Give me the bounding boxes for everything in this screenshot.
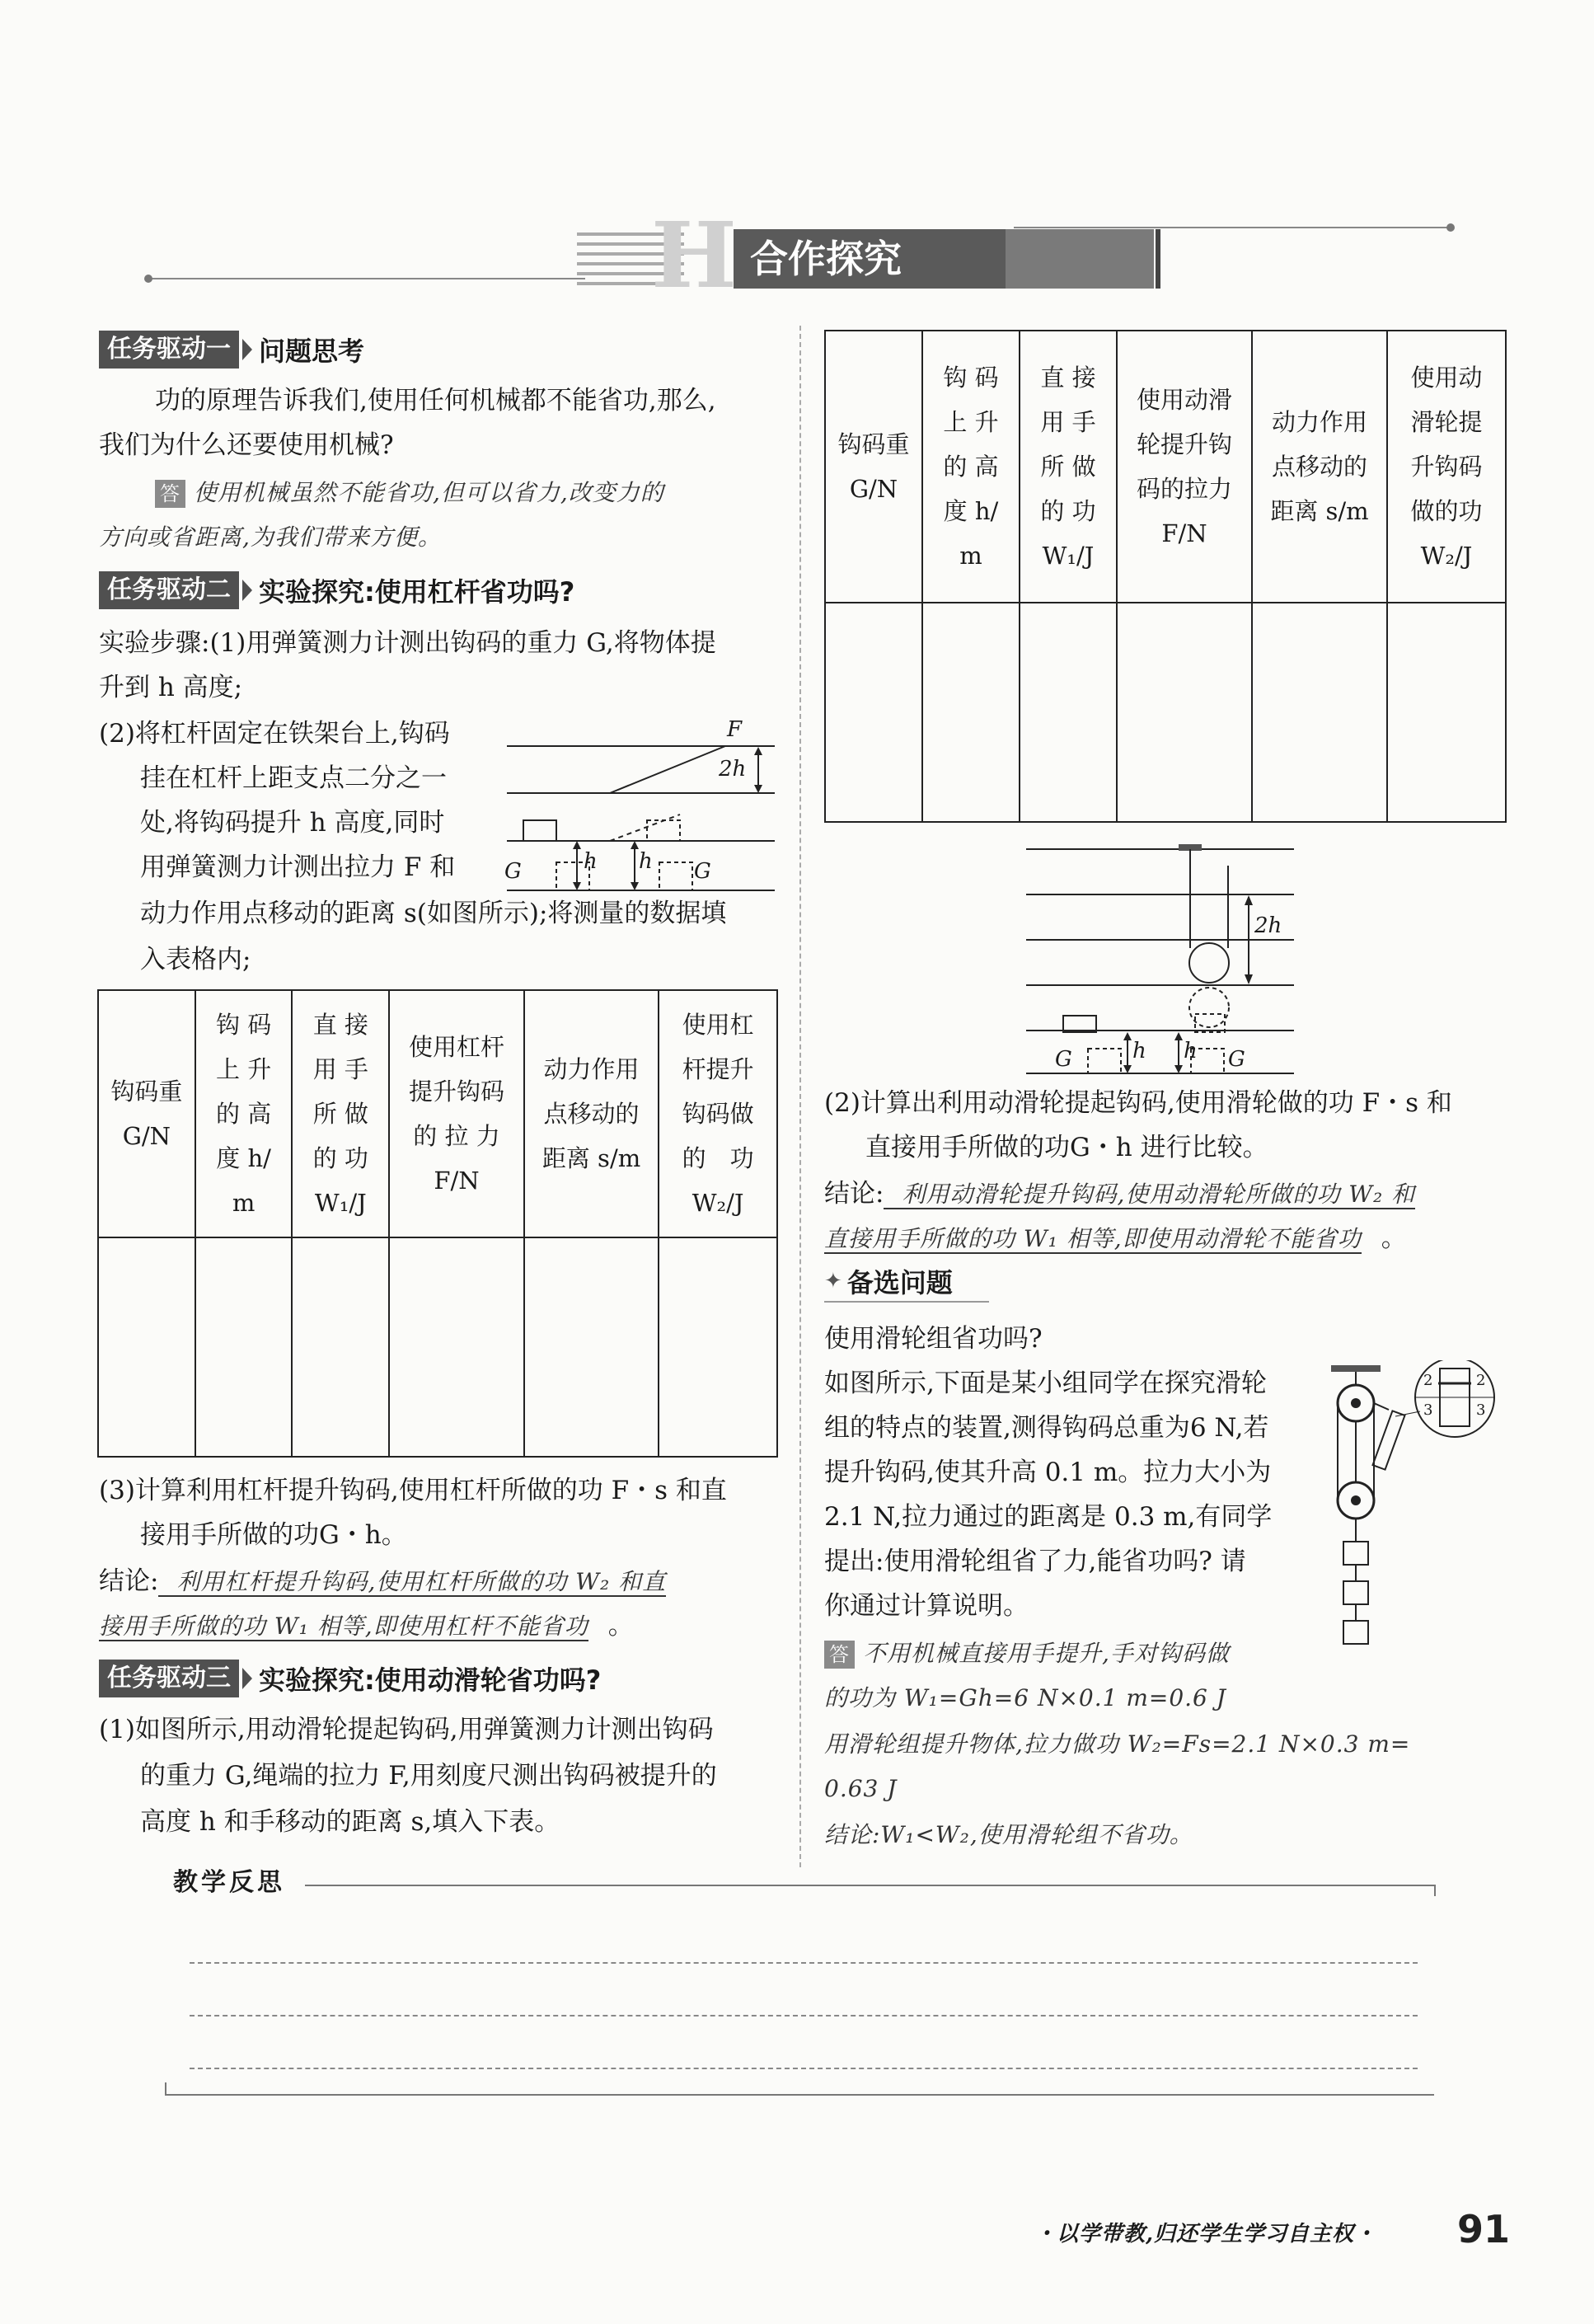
pulley-cell-empty[interactable]: [825, 603, 922, 822]
reflection-dashed-line-1[interactable]: [190, 1962, 1418, 1964]
optional-line1: 如图所示,下面是某小组同学在探究滑轮: [824, 1369, 1267, 1398]
lever-label-h: h: [584, 849, 598, 874]
lever-cell-empty[interactable]: [659, 1237, 777, 1457]
pulley-col-work-pulley: 使用动 滑轮提 升钩码 做的功 W₂/J: [1387, 331, 1506, 603]
pulley-col-work-hand: 直 接 用 手 所 做 的 功 W₁/J: [1020, 331, 1117, 603]
pulley-col-weight: 钩码重 G/N: [825, 331, 922, 603]
optional-answer-line1: [824, 1631, 1230, 1677]
task3-conclusion-text1: 利用动滑轮提升钩码,使用动滑轮所做的功 W₂ 和: [884, 1181, 1415, 1209]
task2-conclusion-text1: 利用杠杆提升钩码,使用杠杆所做的功 W₂ 和直: [158, 1568, 666, 1597]
lever-table: [97, 989, 778, 1458]
pulley-col-height: 钩 码 上 升 的 高 度 h/ m: [922, 331, 1020, 603]
reflection-left-tick: [165, 2082, 166, 2094]
diamond-icon: ✦: [824, 1269, 842, 1293]
pulley-cell-empty[interactable]: [1020, 603, 1117, 822]
pulley-table: [824, 330, 1507, 823]
lever-label-G-right: G: [694, 859, 711, 884]
task2-step2-line4: 用弹簧测力计测出拉力 F 和: [140, 852, 456, 882]
pulley-figure: [1022, 841, 1319, 1080]
answer-badge: 答: [824, 1641, 855, 1669]
optional-line4: 2.1 N,拉力通过的距离是 0.3 m,有同学: [824, 1502, 1273, 1532]
task2-conclusion-line2: [99, 1603, 634, 1650]
answer-badge: 答: [155, 480, 185, 508]
lever-cell-empty[interactable]: [292, 1237, 389, 1457]
footer-slogan: ・以学带教,归还学生学习自主权・: [1034, 2222, 1377, 2247]
pulley-label-G-right: G: [1228, 1047, 1245, 1072]
scale-label-1: 2: [1423, 1372, 1433, 1389]
optional-heading-underline: [824, 1301, 989, 1303]
task2-title: 实验探究:使用杠杆省功吗?: [259, 576, 575, 608]
lever-col-weight: 钩码重 G/N: [98, 990, 195, 1237]
lever-cell-empty[interactable]: [98, 1237, 195, 1457]
conclusion-label: 结论:: [99, 1566, 159, 1596]
conclusion-end: 。: [1381, 1223, 1407, 1253]
task2-heading: [99, 570, 574, 610]
pulley-label-2h: 2h: [1254, 913, 1282, 938]
page-number: 91: [1457, 2207, 1511, 2251]
reflection-top-line: [305, 1885, 1434, 1886]
optional-heading: [824, 1263, 953, 1299]
reflection-right-tick: [1434, 1885, 1436, 1896]
pulley-block-figure: [1323, 1360, 1504, 1657]
pulley-cell-empty[interactable]: [1387, 603, 1506, 822]
lever-label-2h: 2h: [719, 757, 747, 782]
task3-conclusion-line1: [824, 1171, 1415, 1218]
task1-answer-text1: 使用机械虽然不能省功,但可以省力,改变力的: [194, 479, 664, 506]
task2-step2-line6: 入表格内;: [140, 945, 251, 974]
task2-step1-line2: 升到 h 高度;: [99, 673, 243, 702]
tag-arrow-icon: [242, 580, 252, 601]
optional-line6: 你通过计算说明。: [824, 1591, 1029, 1621]
section-letter: H: [651, 202, 737, 308]
task1-answer-line2: 方向或省距离,为我们带来方便。: [99, 523, 442, 551]
task2-step3-line2: 接用手所做的功G・h。: [140, 1520, 407, 1550]
task2-step3-line1: (3)计算利用杠杆提升钩码,使用杠杆所做的功 F・s 和直: [99, 1476, 727, 1505]
lever-col-force: 使用杠杆 提升钩码 的 拉 力 F/N: [389, 990, 524, 1237]
task3-conclusion-line2: [824, 1215, 1407, 1262]
lever-label-F: F: [727, 717, 743, 742]
pulley-table-empty-row: [825, 603, 1506, 822]
task1-answer-line1: [155, 470, 664, 516]
tag-arrow-icon: [242, 1668, 252, 1689]
task3-step1-line2: 的重力 G,绳端的拉力 F,用刻度尺测出钩码被提升的: [140, 1761, 717, 1791]
lever-col-height: 钩 码 上 升 的 高 度 h/ m: [195, 990, 293, 1237]
task3-tag: 任务驱动三: [99, 1660, 239, 1697]
column-divider: [799, 326, 801, 1867]
optional-title: 备选问题: [846, 1267, 953, 1298]
optional-answer-line5: 结论:W₁<W₂,使用滑轮组不省功。: [824, 1821, 1193, 1848]
pulley-col-distance: 动力作用 点移动的 距离 s/m: [1252, 331, 1387, 603]
optional-line5: 提出:使用滑轮组省了力,能省功吗? 请: [824, 1547, 1246, 1576]
lever-table-header-row: [98, 990, 777, 1237]
task1-text-line1: 功的原理告诉我们,使用任何机械都不能省功,那么,: [155, 386, 716, 416]
pulley-label-G-left: G: [1055, 1047, 1072, 1072]
task3-heading: [99, 1659, 601, 1698]
optional-answer-text1: 不用机械直接用手提升,手对钩码做: [863, 1640, 1230, 1667]
task2-step2-line5: 动力作用点移动的距离 s(如图所示);将测量的数据填: [140, 899, 727, 928]
lever-cell-empty[interactable]: [524, 1237, 659, 1457]
optional-line2: 组的特点的装置,测得钩码总重为6 N,若: [824, 1413, 1269, 1443]
reflection-dashed-line-3[interactable]: [190, 2068, 1418, 2069]
scale-label-4: 3: [1476, 1401, 1486, 1419]
task3-step2-line2: 直接用手所做的功G・h 进行比较。: [865, 1133, 1268, 1162]
conclusion-label: 结论:: [824, 1179, 884, 1209]
task1-tag: 任务驱动一: [99, 331, 239, 369]
task1-text-line2: 我们为什么还要使用机械?: [99, 430, 394, 460]
lever-label-h-right: h: [639, 849, 653, 874]
task3-step2-line1: (2)计算出利用动滑轮提起钩码,使用滑轮做的功 F・s 和: [824, 1088, 1452, 1118]
optional-line3: 提升钩码,使其升高 0.1 m。拉力大小为: [824, 1458, 1272, 1487]
reflection-dashed-line-2[interactable]: [190, 2015, 1418, 2016]
task1-heading: [99, 330, 364, 369]
task1-title: 问题思考: [259, 336, 365, 367]
lever-cell-empty[interactable]: [195, 1237, 293, 1457]
task3-step1-line1: (1)如图所示,用动滑轮提起钩码,用弹簧测力计测出钩码: [99, 1715, 714, 1744]
task2-step1-line1: 实验步骤:(1)用弹簧测力计测出钩码的重力 G,将物体提: [99, 628, 716, 658]
scale-label-2: 3: [1423, 1401, 1433, 1419]
section-title: 合作探究: [750, 237, 902, 281]
tag-arrow-icon: [242, 339, 252, 360]
pulley-cell-empty[interactable]: [1117, 603, 1252, 822]
optional-answer-line2: 的功为 W₁=Gh=6 N×0.1 m=0.6 J: [824, 1684, 1226, 1711]
optional-question: 使用滑轮组省功吗?: [824, 1324, 1043, 1354]
task3-step1-line3: 高度 h 和手移动的距离 s,填入下表。: [140, 1807, 560, 1837]
task3-title: 实验探究:使用动滑轮省功吗?: [259, 1664, 602, 1696]
task2-step2-line2: 挂在杠杆上距支点二分之一: [140, 763, 447, 793]
conclusion-end: 。: [607, 1611, 634, 1641]
lever-cell-empty[interactable]: [389, 1237, 524, 1457]
task2-step2-line3: 处,将钩码提升 h 高度,同时: [140, 808, 445, 838]
pulley-diagram: [1022, 841, 1319, 1080]
scale-label-3: 2: [1476, 1372, 1486, 1389]
lever-figure: [503, 717, 783, 899]
lever-col-distance: 动力作用 点移动的 距离 s/m: [524, 990, 659, 1237]
pulley-cell-empty[interactable]: [1252, 603, 1387, 822]
lever-col-work-hand: 直 接 用 手 所 做 的 功 W₁/J: [292, 990, 389, 1237]
task2-conclusion-text2: 接用手所做的功 W₁ 相等,即使用杠杆不能省功: [99, 1613, 588, 1640]
pulley-label-h-left: h: [1132, 1039, 1146, 1063]
optional-answer-line4: 0.63 J: [824, 1775, 898, 1802]
pulley-cell-empty[interactable]: [922, 603, 1020, 822]
section-header: [140, 202, 1459, 308]
reflection-title: 教学反思: [173, 1868, 285, 1897]
lever-col-work-lever: 使用杠 杆提升 钩码做 的 功 W₂/J: [659, 990, 777, 1237]
reflection-bottom-line: [165, 2094, 1434, 2096]
task2-tag: 任务驱动二: [99, 571, 239, 609]
pulley-label-h-right: h: [1184, 1039, 1198, 1063]
task3-conclusion-text2: 直接用手所做的功 W₁ 相等,即使用动滑轮不能省功: [824, 1225, 1362, 1252]
task2-step2-line1: (2)将杠杆固定在铁架台上,钩码: [99, 719, 450, 749]
lever-label-G-left: G: [504, 859, 522, 884]
task2-conclusion-line1: [99, 1558, 666, 1605]
pulley-col-force: 使用动滑 轮提升钩 码的拉力 F/N: [1117, 331, 1252, 603]
pulley-table-header-row: [825, 331, 1506, 603]
optional-answer-line3: 用滑轮组提升物体,拉力做功 W₂=Fs=2.1 N×0.3 m=: [824, 1730, 1411, 1758]
lever-table-empty-row: [98, 1237, 777, 1457]
